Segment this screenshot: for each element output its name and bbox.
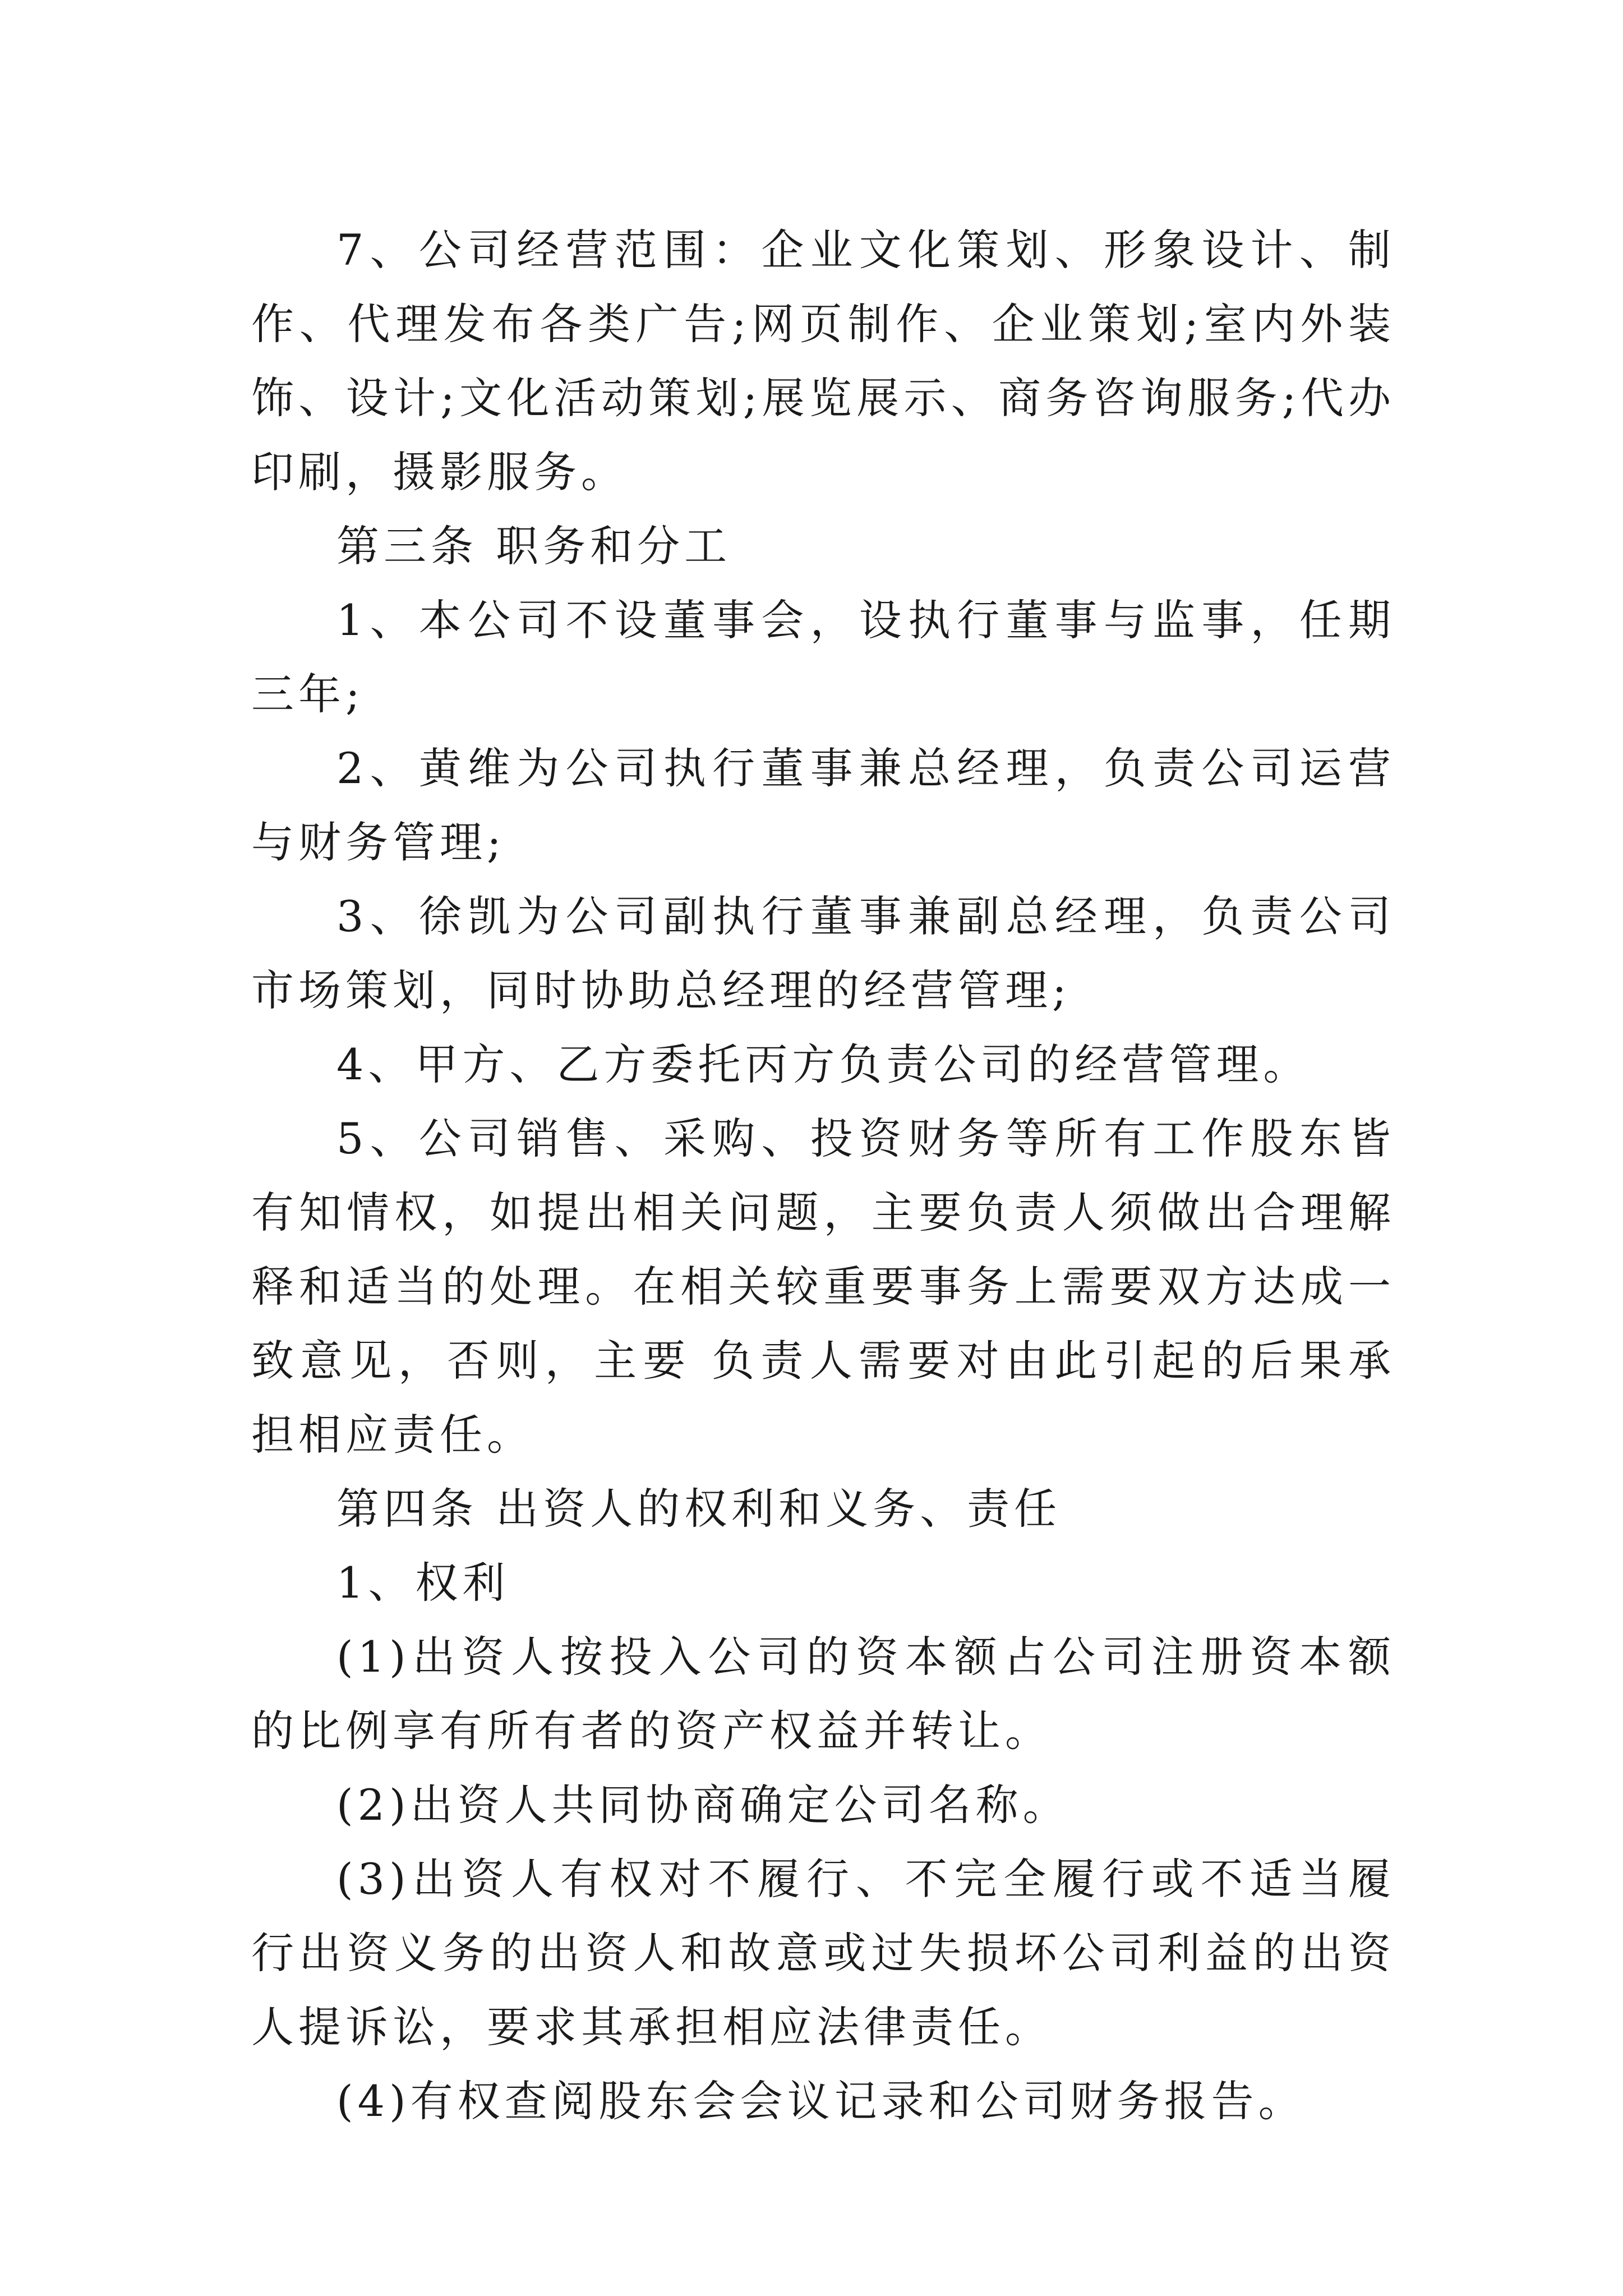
paragraph-business-scope: 7、公司经营范围：企业文化策划、形象设计、制作、代理发布各类广告;网页制作、企业策划;室内外装饰、设计;文化活动策划;展览展示、商务咨询服务;代办印刷，摄影服务。 bbox=[251, 225, 1395, 497]
paragraph-article-3-item-4: 4、甲方、乙方委托丙方负责公司的经营管理。 bbox=[336, 1039, 1311, 1089]
paragraph-right-1: (1)出资人按投入公司的资本额占公司注册资本额的比例享有所有者的资产权益并转让。 bbox=[251, 1632, 1395, 1756]
document-body bbox=[251, 213, 1395, 2138]
paragraph-article-3-item-1: 1、本公司不设董事会，设执行董事与监事，任期三年; bbox=[251, 595, 1395, 719]
paragraph-article-3-item-2: 2、黄维为公司执行董事兼总经理，负责公司运营与财务管理; bbox=[251, 743, 1395, 867]
paragraph-article-3-item-3: 3、徐凯为公司副执行董事兼副总经理，负责公司市场策划，同时协助总经理的经营管理; bbox=[251, 891, 1395, 1015]
paragraph-article-3-item-5: 5、公司销售、采购、投资财务等所有工作股东皆有知情权，如提出相关问题，主要负责人须做出合理解释和适当的处理。在相关较重要事务上需要双方达成一致意见，否则，主要 负责人需要对由此引起的后果承担相应责任。 bbox=[251, 1114, 1395, 1460]
paragraph-right-4: (4)有权查阅股东会会议记录和公司财务报告。 bbox=[336, 2076, 1306, 2126]
subheading-rights: 1、权利 bbox=[336, 1558, 510, 1608]
heading-article-4: 第四条 出资人的权利和义务、责任 bbox=[336, 1484, 1062, 1534]
paragraph-right-2: (2)出资人共同协商确定公司名称。 bbox=[336, 1780, 1070, 1830]
heading-article-3: 第三条 职务和分工 bbox=[336, 521, 732, 571]
paragraph-right-3: (3)出资人有权对不履行、不完全履行或不适当履行出资义务的出资人和故意或过失损坏公司利益的出资人提诉讼，要求其承担相应法律责任。 bbox=[251, 1854, 1395, 2052]
